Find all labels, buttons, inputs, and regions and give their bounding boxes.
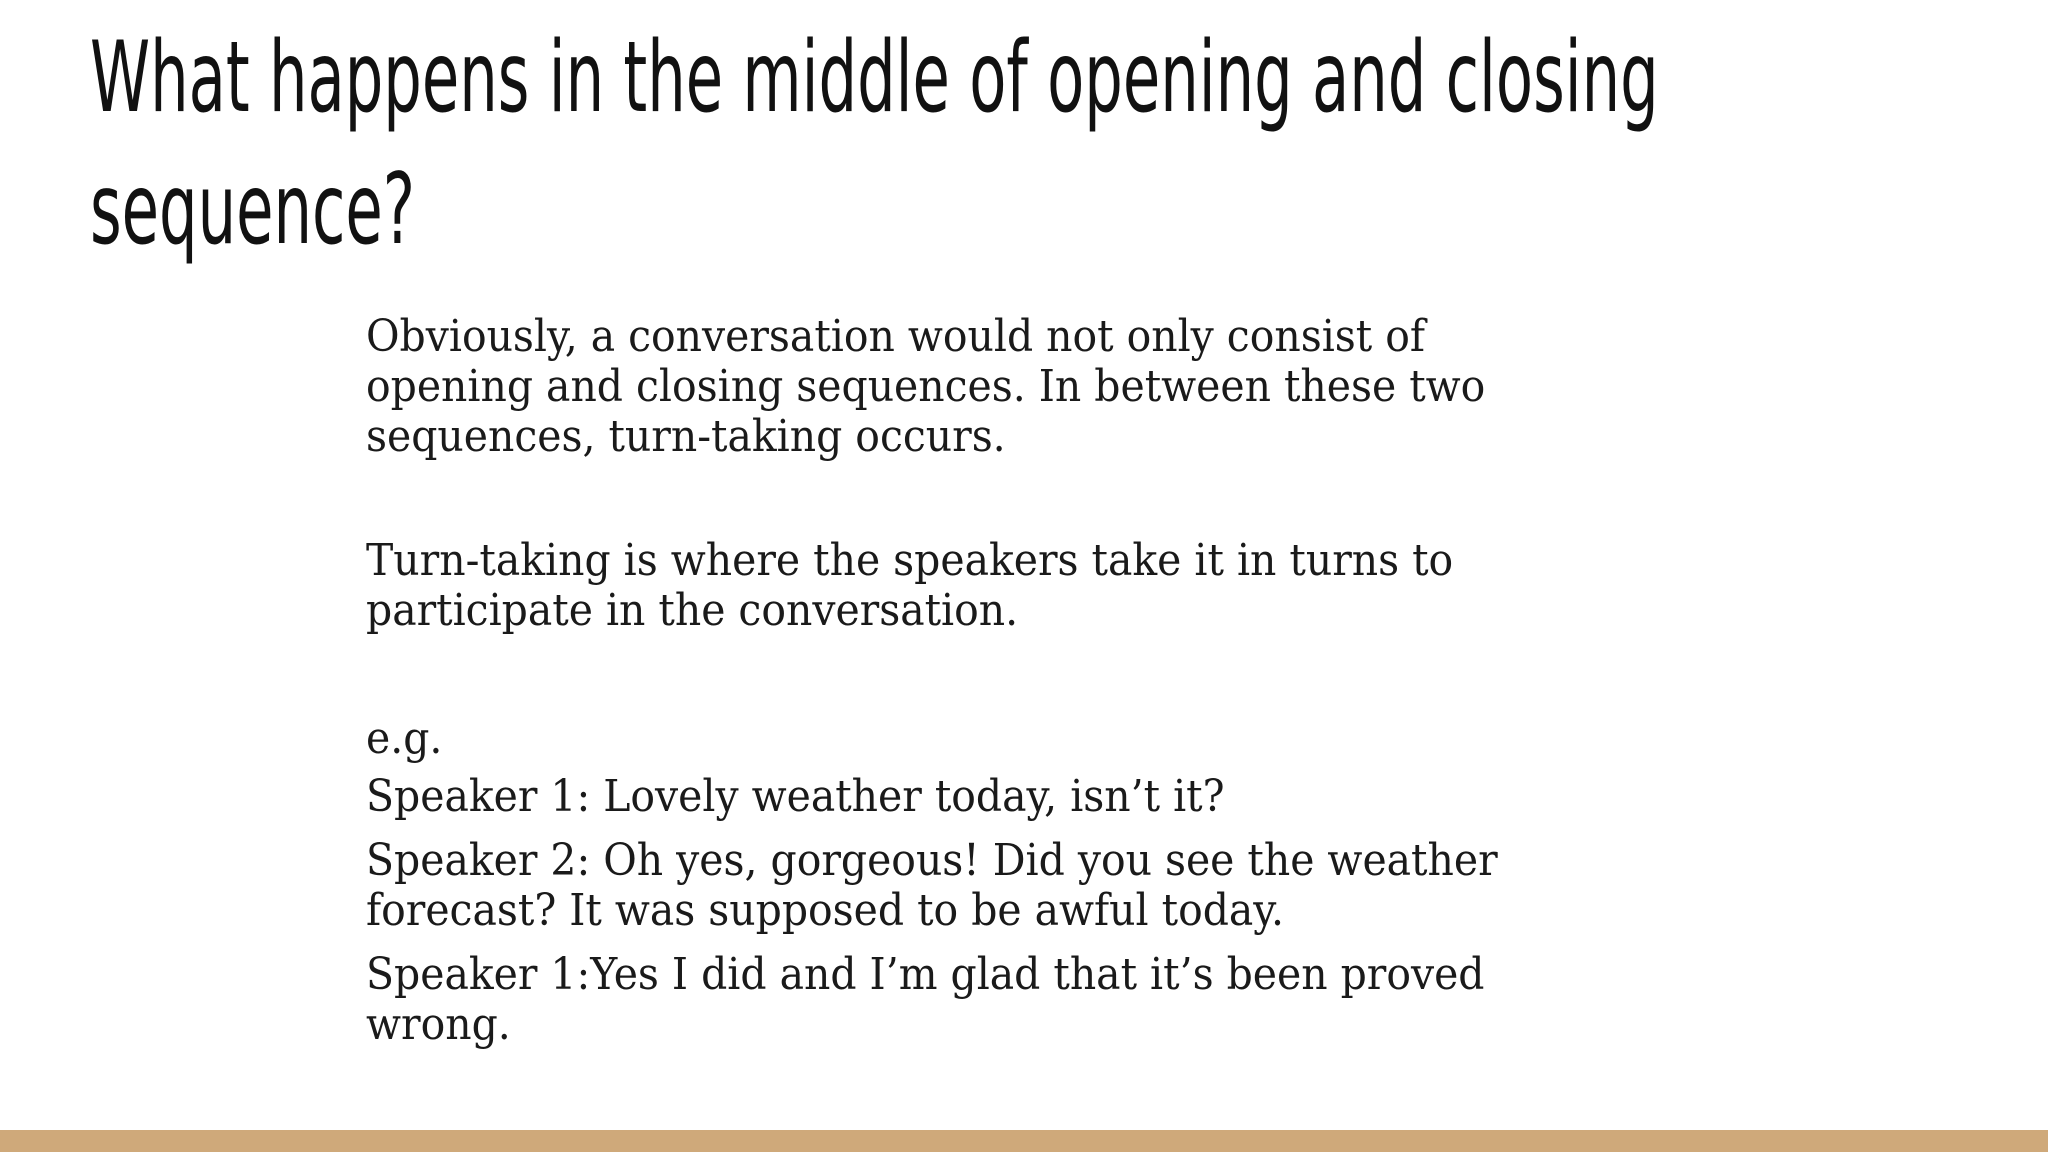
example-line-speaker-1-reply: [366, 950, 1666, 1050]
example-block: [366, 714, 1666, 1050]
example-line-speaker-1: [366, 772, 1666, 822]
slide-body: [366, 312, 1666, 1064]
example-line-speaker-2: [366, 836, 1666, 936]
paragraph-opening-closing: [366, 312, 1666, 462]
paragraph-2-text: Turn-taking is where the speakers take it in turns to participate in the conversation.: [366, 535, 1454, 636]
slide-title: What happens in the middle of opening and closing sequence?: [90, 21, 1659, 267]
example-label-text: e.g.: [366, 713, 443, 764]
example-line-1-text: Speaker 1: Lovely weather today, isn’t it?: [366, 771, 1225, 822]
example-label: [366, 714, 1666, 764]
paragraph-1-text: Obviously, a conversation would not only consist of opening and closing sequences. In between these two sequences, turn-taking occurs.: [366, 311, 1486, 462]
footer-accent-bar: [0, 1130, 2048, 1152]
example-line-3-text: Speaker 1:Yes I did and I’m glad that it’s been proved wrong.: [366, 949, 1485, 1050]
paragraph-turn-taking: [366, 536, 1666, 636]
example-line-2-text: Speaker 2: Oh yes, gorgeous! Did you see the weather forecast? It was supposed to be awful today.: [366, 835, 1498, 936]
